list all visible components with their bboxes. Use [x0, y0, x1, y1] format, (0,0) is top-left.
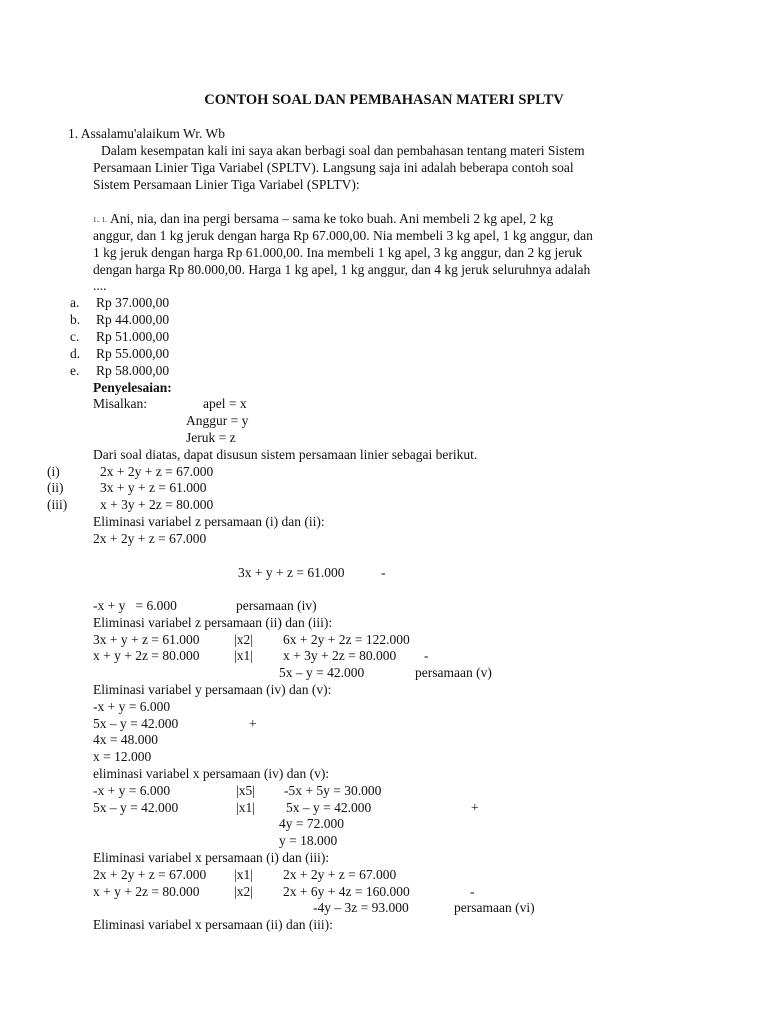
- question-line-2: anggur, dan 1 kg jeruk dengan harga Rp 67.000,00. Nia membeli 3 kg apel, 1 kg anggur, dan: [93, 228, 593, 243]
- question-line-4: dengan harga Rp 80.000,00. Harga 1 kg apel, 1 kg anggur, dan 4 kg jeruk seluruhnya adalah: [93, 262, 591, 277]
- system-intro: Dari soal diatas, dapat disusun sistem persamaan linier sebagai berikut.: [93, 447, 478, 462]
- question-text-1: Ani, nia, dan ina pergi bersama – sama ke toko buah. Ani membeli 2 kg apel, 2 kg: [110, 211, 554, 226]
- intro-line-3: Sistem Persamaan Linier Tiga Variabel (SPLTV):: [93, 177, 360, 192]
- option-letter-d: d.: [70, 346, 81, 361]
- option-text-c: Rp 51.000,00: [96, 329, 170, 344]
- step5-row2-multiplier: |x2|: [234, 884, 253, 899]
- variable-anggur: Anggur = y: [186, 413, 249, 428]
- option-letter-c: c.: [70, 329, 80, 344]
- step1-heading: Eliminasi variabel z persamaan (i) dan (ii):: [93, 514, 325, 529]
- step2-row1-right: 6x + 2y + 2z = 122.000: [283, 632, 410, 647]
- step5-row1-right: 2x + 2y + z = 67.000: [283, 867, 397, 882]
- step4-row2-multiplier: |x1|: [236, 800, 255, 815]
- option-text-a: Rp 37.000,00: [96, 295, 170, 310]
- step5-result: -4y – 3z = 93.000: [313, 900, 409, 915]
- equation-ii: 3x + y + z = 61.000: [100, 480, 207, 495]
- equation-iii: x + 3y + 2z = 80.000: [100, 497, 214, 512]
- equation-label-ii: (ii): [47, 480, 64, 495]
- step4-row1-right: -5x + 5y = 30.000: [284, 783, 382, 798]
- intro-line-2: Persamaan Linier Tiga Variabel (SPLTV). Langsung saja ini adalah beberapa contoh soal: [93, 160, 574, 175]
- step3-eq1: -x + y = 6.000: [93, 699, 171, 714]
- solution-heading: Penyelesaian:: [93, 380, 172, 395]
- equation-i: 2x + 2y + z = 67.000: [100, 464, 214, 479]
- misalkan-label: Misalkan:: [93, 396, 147, 411]
- option-letter-b: b.: [70, 312, 81, 327]
- step5-heading: Eliminasi variabel x persamaan (i) dan (iii):: [93, 850, 330, 865]
- document-title: CONTOH SOAL DAN PEMBAHASAN MATERI SPLTV: [204, 92, 564, 108]
- equation-label-i: (i): [47, 464, 60, 479]
- equation-label-iii: (iii): [47, 497, 68, 512]
- step3-operator: +: [249, 716, 257, 731]
- step3-heading: Eliminasi variabel y persamaan (iv) dan (v):: [93, 682, 332, 697]
- step4-result-2: y = 18.000: [279, 833, 338, 848]
- step5-row2-right: 2x + 6y + 4z = 160.000: [283, 884, 410, 899]
- step2-row1-left: 3x + y + z = 61.000: [93, 632, 200, 647]
- step1-eq1: 2x + 2y + z = 67.000: [93, 531, 207, 546]
- step6-heading: Eliminasi variabel x persamaan (ii) dan (iii):: [93, 917, 333, 932]
- step2-row2-multiplier: |x1|: [234, 648, 253, 663]
- step5-row1-multiplier: |x1|: [234, 867, 253, 882]
- intro-line-1: Dalam kesempatan kali ini saya akan berbagi soal dan pembahasan tentang materi Sistem: [101, 143, 585, 158]
- step2-row1-multiplier: |x2|: [234, 632, 253, 647]
- variable-apel: apel = x: [203, 396, 247, 411]
- step4-result-1: 4y = 72.000: [279, 816, 344, 831]
- option-text-e: Rp 58.000,00: [96, 363, 170, 378]
- step3-result-2: x = 12.000: [93, 749, 152, 764]
- step4-row2-right: 5x – y = 42.000: [286, 800, 372, 815]
- variable-jeruk: Jeruk = z: [186, 430, 236, 445]
- step5-row1-left: 2x + 2y + z = 67.000: [93, 867, 207, 882]
- step2-operator: -: [424, 648, 429, 663]
- step4-heading: eliminasi variabel x persamaan (iv) dan (v):: [93, 766, 330, 781]
- step4-row1-left: -x + y = 6.000: [93, 783, 171, 798]
- step5-row2-left: x + y + 2z = 80.000: [93, 884, 200, 899]
- step2-row2-left: x + y + 2z = 80.000: [93, 648, 200, 663]
- step1-result-label: persamaan (iv): [236, 598, 317, 613]
- question-line-3: 1 kg jeruk dengan harga Rp 61.000,00. Ina membeli 1 kg apel, 3 kg anggur, dan 2 kg jeruk: [93, 245, 583, 260]
- step1-eq2: 3x + y + z = 61.000: [238, 565, 345, 580]
- step5-operator: -: [470, 884, 475, 899]
- step3-result-1: 4x = 48.000: [93, 732, 158, 747]
- option-text-d: Rp 55.000,00: [96, 346, 170, 361]
- step1-result: -x + y = 6.000: [93, 598, 177, 613]
- step2-row2-right: x + 3y + 2z = 80.000: [283, 648, 397, 663]
- step4-row2-left: 5x – y = 42.000: [93, 800, 179, 815]
- step2-heading: Eliminasi variabel z persamaan (ii) dan (iii):: [93, 615, 333, 630]
- step3-eq2: 5x – y = 42.000: [93, 716, 179, 731]
- step2-result-label: persamaan (v): [415, 665, 492, 680]
- intro-heading: 1. Assalamu'alaikum Wr. Wb: [68, 126, 225, 141]
- step1-operator: -: [381, 565, 386, 580]
- option-text-b: Rp 44.000,00: [96, 312, 170, 327]
- option-letter-a: a.: [70, 295, 80, 310]
- step4-operator: +: [471, 800, 479, 815]
- step4-row1-multiplier: |x5|: [236, 783, 255, 798]
- question-number: 1.. 1.: [93, 216, 107, 224]
- step5-result-label: persamaan (vi): [454, 900, 535, 915]
- question-line-5: ....: [93, 278, 107, 293]
- option-letter-e: e.: [70, 363, 80, 378]
- step2-result: 5x – y = 42.000: [279, 665, 365, 680]
